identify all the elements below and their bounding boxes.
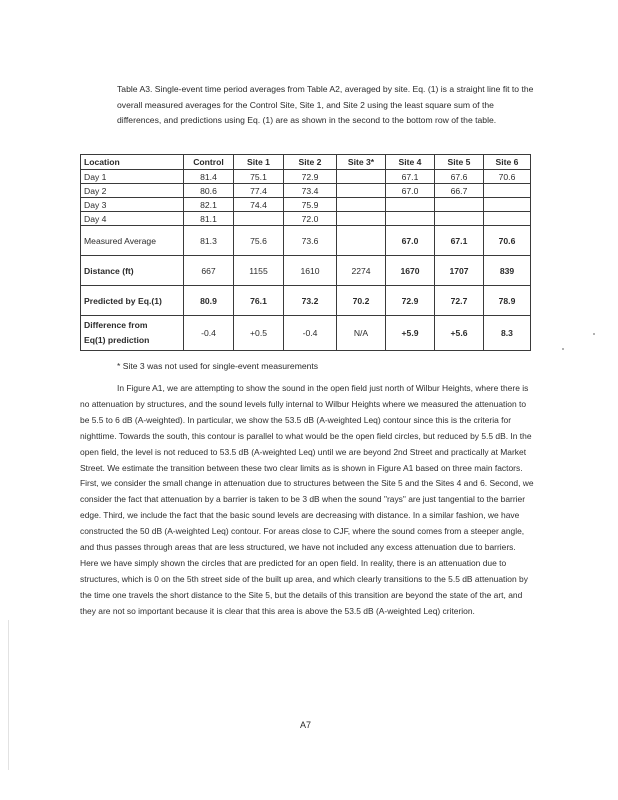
table-row (81, 170, 531, 184)
table-cell: 67.1 (435, 226, 484, 256)
table-cell: 74.4 (234, 198, 284, 212)
table-cell: 70.6 (484, 226, 531, 256)
header-site-4: Site 4 (386, 155, 435, 170)
row-label: Day 3 (81, 198, 184, 212)
table-cell: 1610 (284, 256, 337, 286)
row-label (81, 316, 184, 351)
distance-row (81, 256, 531, 286)
table-cell: 67.1 (386, 170, 435, 184)
table-cell: 70.2 (337, 286, 386, 316)
table-cell: 73.2 (284, 286, 337, 316)
table-cell: 81.4 (184, 170, 234, 184)
table-cell: 2274 (337, 256, 386, 286)
header-site-1: Site 1 (234, 155, 284, 170)
header-location: Location (81, 155, 184, 170)
row-label: Day 4 (81, 212, 184, 226)
scan-edge-mark (8, 620, 9, 770)
table-cell: 8.3 (484, 316, 531, 351)
table-cell: 80.9 (184, 286, 234, 316)
table-cell (337, 212, 386, 226)
table-header-row (81, 155, 531, 170)
table-cell: 73.6 (284, 226, 337, 256)
table-cell: 81.3 (184, 226, 234, 256)
table-cell: 67.0 (386, 184, 435, 198)
table-cell: 839 (484, 256, 531, 286)
header-control: Control (184, 155, 234, 170)
table-cell: 76.1 (234, 286, 284, 316)
table-footnote: * Site 3 was not used for single-event measurements (117, 361, 319, 371)
table-row (81, 184, 531, 198)
header-site-5: Site 5 (435, 155, 484, 170)
table-cell (484, 212, 531, 226)
body-paragraph: In Figure A1, we are attempting to show the sound in the open field just north of Wilbur Heights, where there is no attenuation by structures, and the sound levels fully internal to Wilbur Heights where we measured the attenuation to be 5.5 to 6 dB (A-weighted). In particular, we show the 53.5 dB (A-weighted Leq) contour since this is the criteria for nighttime. Towards the south, this contour is parallel to what would be the open field circles, but reduced by 5.5 dB. In the open field, the level is not reduced to 53.5 dB (A-weighted Leq) until we are beyond 2nd Street and practically at Market Street. We estimate the transition between these two clear limits as is shown in Figure A1 based on three main factors. First, we consider the small change in attenuation due to structures between the Site 5 and the Sites 4 and 6. Second, we consider the fact that attenuation by a barrier is taken to be 3 dB when the sound "rays" are just tangential to the barrier edge. Third, we include the fact that the basic sound levels are decreasing with distance. In a similar fashion, we have constructed the 50 dB (A-weighted Leq) contour. For areas close to CJF, where the sound comes from a steeper angle, and thus passes through areas that are less structured, we have not included any excess attenuation due to barriers. Here we have simply shown the circles that are predicted for an open field. In reality, there is an attenuation due to structures, which is 0 on the 5th street side of the built up area, and which clearly transitions to the 5.5 dB attenuation by the time one travels the short distance to the Site 5, but the details of this transition are beyond the state of the art, and they are not so important because it is clear that this area is above the 53.5 dB (A-weighted Leq) criterion. (80, 383, 534, 616)
table-cell: 80.6 (184, 184, 234, 198)
table-cell: 82.1 (184, 198, 234, 212)
table-cell: 72.9 (386, 286, 435, 316)
table-cell: +5.6 (435, 316, 484, 351)
scan-speck (593, 333, 595, 335)
table-cell: 72.9 (284, 170, 337, 184)
table-cell: 77.4 (234, 184, 284, 198)
table-cell (435, 198, 484, 212)
table-cell: 67.6 (435, 170, 484, 184)
row-label: Day 2 (81, 184, 184, 198)
table-cell: 1670 (386, 256, 435, 286)
table-cell (337, 226, 386, 256)
row-label: Predicted by Eq.(1) (81, 286, 184, 316)
table-cell (484, 184, 531, 198)
table-cell: 72.0 (284, 212, 337, 226)
table-cell (386, 198, 435, 212)
table-cell (386, 212, 435, 226)
table-cell (234, 212, 284, 226)
predicted-row (81, 286, 531, 316)
table-row (81, 198, 531, 212)
table-cell: 75.6 (234, 226, 284, 256)
table-cell: 73.4 (284, 184, 337, 198)
difference-row (81, 316, 531, 351)
table-row (81, 212, 531, 226)
header-site-2: Site 2 (284, 155, 337, 170)
table-cell: +5.9 (386, 316, 435, 351)
measured-average-row (81, 226, 531, 256)
table-cell: 1707 (435, 256, 484, 286)
table-cell (435, 212, 484, 226)
table-cell: -0.4 (284, 316, 337, 351)
table-cell: 81.1 (184, 212, 234, 226)
table-caption: Table A3. Single-event time period averages from Table A2, averaged by site. Eq. (1) is a straight line fit to the overall measured averages for the Control Site, Site 1, and Site 2 using the least square sum of the differences, and predictions using Eq. (1) are as shown in the second to the bottom row of the table. (117, 84, 534, 126)
table-cell: +0.5 (234, 316, 284, 351)
page-number: A7 (300, 720, 312, 730)
table-cell: 72.7 (435, 286, 484, 316)
header-site-6: Site 6 (484, 155, 531, 170)
table-cell (337, 184, 386, 198)
table-cell: N/A (337, 316, 386, 351)
table-cell: 78.9 (484, 286, 531, 316)
header-site-3: Site 3* (337, 155, 386, 170)
row-label: Measured Average (81, 226, 184, 256)
table-cell (337, 198, 386, 212)
row-label-line-2: Eq(1) prediction (84, 335, 150, 345)
table-cell: 70.6 (484, 170, 531, 184)
table-cell: 66.7 (435, 184, 484, 198)
table-cell: 75.1 (234, 170, 284, 184)
row-label: Day 1 (81, 170, 184, 184)
table-cell (484, 198, 531, 212)
scan-speck (562, 348, 564, 350)
table-cell: 67.0 (386, 226, 435, 256)
table-cell: 667 (184, 256, 234, 286)
table-cell: 1155 (234, 256, 284, 286)
row-label: Distance (ft) (81, 256, 184, 286)
table-cell (337, 170, 386, 184)
row-label-line-1: Difference from (84, 320, 148, 330)
table-cell: 75.9 (284, 198, 337, 212)
table-cell: -0.4 (184, 316, 234, 351)
site-averages-table (80, 154, 531, 351)
